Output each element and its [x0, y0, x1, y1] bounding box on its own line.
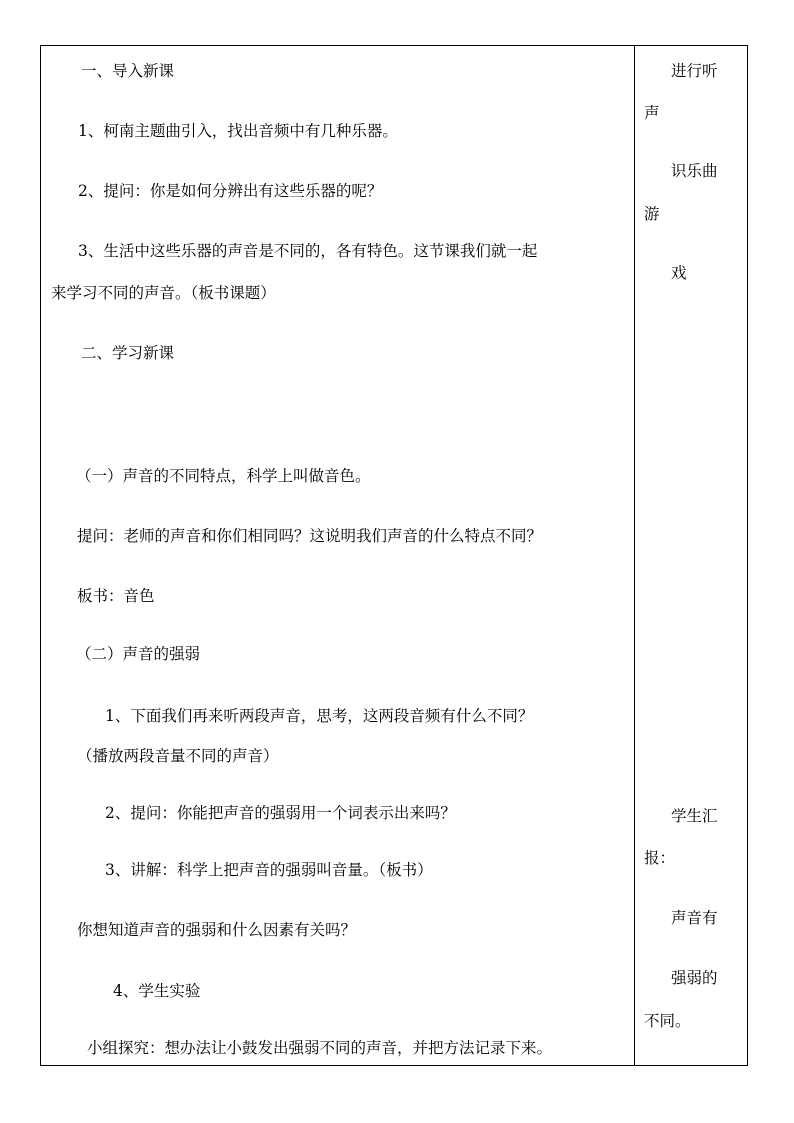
side-line-6: 学生汇 — [671, 807, 718, 825]
main-line-9: 板书：音色 — [77, 587, 155, 605]
main-line-7: （一）声音的不同特点，科学上叫做音色。 — [76, 467, 371, 485]
main-line-5: 来学习不同的声音。（板书课题） — [51, 284, 276, 302]
main-line-14: 3、讲解：科学上把声音的强弱叫音量。（板书） — [105, 861, 433, 879]
main-line-3: 2、提问：你是如何分辨出有这些乐器的呢？ — [78, 182, 383, 200]
lesson-table — [40, 45, 748, 1066]
side-line-4: 游 — [644, 205, 660, 223]
side-line-7: 报： — [644, 849, 676, 867]
main-line-2: 1、柯南主题曲引入，找出音频中有几种乐器。 — [78, 122, 398, 140]
side-line-10: 不同。 — [644, 1012, 691, 1030]
side-line-8: 声音有 — [671, 909, 718, 927]
main-line-4: 3、生活中这些乐器的声音是不同的，各有特色。这节课我们就一起 — [78, 242, 538, 260]
main-line-12: （播放两段音量不同的声音） — [77, 747, 279, 765]
column-divider — [634, 46, 635, 1065]
side-line-5: 戏 — [671, 264, 687, 282]
main-line-16: 4、学生实验 — [113, 982, 201, 1000]
main-line-15: 你想知道声音的强弱和什么因素有关吗？ — [77, 921, 357, 939]
side-line-3: 识乐曲 — [671, 162, 718, 180]
main-line-6: 二、学习新课 — [81, 344, 175, 362]
main-line-8: 提问：老师的声音和你们相同吗？这说明我们声音的什么特点不同？ — [77, 527, 543, 545]
main-line-10: （二）声音的强弱 — [76, 645, 201, 663]
main-line-1: 一、导入新课 — [81, 62, 175, 80]
main-line-11: 1、下面我们再来听两段声音，思考，这两段音频有什么不同？ — [105, 707, 534, 725]
side-line-2: 声 — [644, 104, 660, 122]
side-line-1: 进行听 — [671, 62, 718, 80]
main-line-13: 2、提问：你能把声音的强弱用一个词表示出来吗？ — [105, 804, 456, 822]
main-line-17: 小组探究：想办法让小鼓发出强弱不同的声音，并把方法记录下来。 — [87, 1039, 553, 1057]
side-line-9: 强弱的 — [671, 969, 718, 987]
